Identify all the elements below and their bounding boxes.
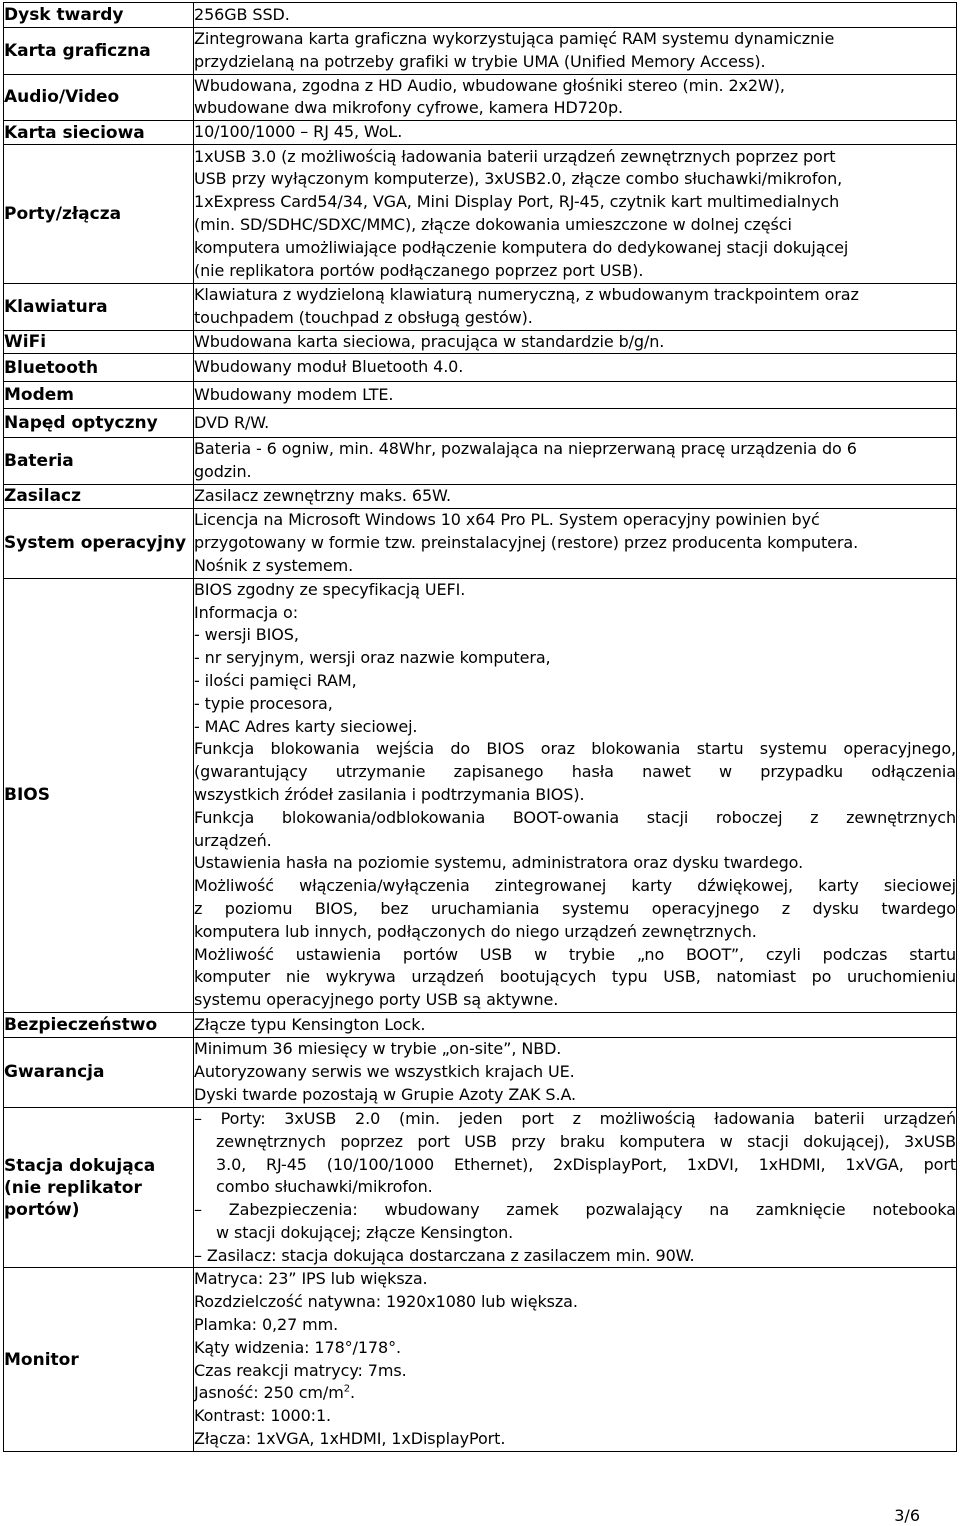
brightness-superscript: 2 — [343, 1384, 350, 1396]
spec-value-line: Wbudowany modem LTE. — [194, 384, 394, 404]
spec-label: Bezpieczeństwo — [4, 1012, 194, 1037]
spec-value-line: Rozdzielczość natywna: 1920x1080 lub większa. — [194, 1292, 578, 1312]
spec-value-line: komputer nie wykrywa urządzeń bootujących typu USB, natomiast po uruchomieniu — [194, 967, 956, 987]
spec-label: Modem — [4, 382, 194, 409]
spec-value-line: Dyski twarde pozostają w Grupie Azoty ZAK S.A. — [194, 1084, 577, 1104]
dock-list-line: – Zabezpieczenia: wbudowany zamek pozwalający na zamknięcie notebooka — [194, 1200, 956, 1220]
spec-value-line: (min. SD/SDHC/SDXC/MMC), złącze dokowania umieszczone w dolnej części — [194, 214, 792, 234]
spec-label: BIOS — [4, 578, 194, 1012]
spec-value-line: Czas reakcji matrycy: 7ms. — [194, 1360, 407, 1380]
spec-value — [194, 1107, 957, 1268]
spec-label: Zasilacz — [4, 484, 194, 508]
spec-value-line: Ustawienia hasła na poziomie systemu, administratora oraz dysku twardego. — [194, 853, 804, 873]
spec-label: Monitor — [4, 1268, 194, 1451]
spec-label: Bateria — [4, 438, 194, 485]
spec-row — [4, 1107, 957, 1268]
dock-list-item — [194, 1245, 956, 1268]
spec-value-line: - MAC Adres karty sieciowej. — [194, 716, 418, 736]
spec-value-line: urządzeń. — [194, 830, 272, 850]
spec-value-line: przygotowany w formie tzw. preinstalacyjnej (restore) przez producenta komputera. — [194, 532, 859, 552]
spec-value-line: Informacja o: — [194, 602, 298, 622]
spec-row — [4, 3, 957, 28]
spec-row — [4, 283, 957, 330]
spec-row — [4, 28, 957, 75]
spec-value-line: - wersji BIOS, — [194, 625, 299, 645]
spec-value — [194, 121, 957, 145]
spec-value-line: Wbudowana karta sieciowa, pracująca w standardzie b/g/n. — [194, 331, 665, 351]
spec-value-line: wbudowane dwa mikrofony cyfrowe, kamera HD720p. — [194, 98, 623, 118]
spec-value-line: Kąty widzenia: 178°/178°. — [194, 1337, 401, 1357]
spec-value-line: touchpadem (touchpad z obsługą gestów). — [194, 307, 533, 327]
dock-list-line: w stacji dokującej; złącze Kensington. — [216, 1222, 514, 1242]
spec-row — [4, 508, 957, 578]
page-number: 3/6 — [894, 1506, 920, 1525]
spec-value — [194, 1037, 957, 1107]
spec-row — [4, 382, 957, 409]
spec-value-line: 10/100/1000 – RJ 45, WoL. — [194, 122, 403, 142]
spec-value-line: z poziomu BIOS, bez uruchamiania systemu operacyjnego z dysku twardego — [194, 898, 956, 918]
spec-value-line: Zintegrowana karta graficzna wykorzystująca pamięć RAM systemu dynamicznie — [194, 29, 835, 48]
spec-value-line: komputera lub innych, podłączonych do niego urządzeń zewnętrznych. — [194, 921, 757, 941]
spec-value-line: systemu operacyjnego porty USB są aktywne. — [194, 990, 559, 1010]
spec-value-line: - nr seryjnym, wersji oraz nazwie komputera, — [194, 648, 551, 668]
spec-value-line: Funkcja blokowania wejścia do BIOS oraz blokowania startu systemu operacyjnego, — [194, 739, 956, 759]
spec-value — [194, 438, 957, 485]
spec-row — [4, 121, 957, 145]
dock-list-line: zewnętrznych poprzez port USB przy braku komputera w stacji dokującej), 3xUSB — [216, 1131, 956, 1151]
spec-value-line — [194, 1382, 956, 1405]
spec-value-line: USB przy wyłączonym komputerze), 3xUSB2.0, złącze combo słuchawki/mikrofon, — [194, 169, 843, 189]
spec-value-line: przydzielaną na potrzeby grafiki w trybie UMA (Unified Memory Access). — [194, 51, 766, 71]
spec-value-line: Możliwość włączenia/wyłączenia zintegrowanej karty dźwiękowej, karty sieciowej — [194, 876, 956, 896]
spec-value-line: Klawiatura z wydzieloną klawiaturą numeryczną, z wbudowanym trackpointem oraz — [194, 284, 859, 304]
spec-value-line: (gwarantujący utrzymanie zapisanego hasła nawet w przypadku odłączenia — [194, 762, 956, 782]
spec-value-line: komputera umożliwiające podłączenie komputera do dedykowanej stacji dokującej — [194, 237, 849, 257]
spec-label: Dysk twardy — [4, 3, 194, 28]
spec-value — [194, 484, 957, 508]
spec-label: Napęd optyczny — [4, 409, 194, 438]
spec-value-line: wszystkich źródeł zasilania i podtrzymania BIOS). — [194, 784, 585, 804]
spec-value — [194, 1012, 957, 1037]
spec-value-line: Złącze typu Kensington Lock. — [194, 1014, 426, 1034]
spec-value-line: Wbudowana, zgodna z HD Audio, wbudowane głośniki stereo (min. 2x2W), — [194, 75, 785, 95]
spec-value-line: Nośnik z systemem. — [194, 555, 354, 575]
spec-value-line: - typie procesora, — [194, 693, 333, 713]
spec-value — [194, 354, 957, 382]
spec-value-line: Możliwość ustawienia portów USB w trybie „no BOOT”, czyli podczas startu — [194, 944, 956, 964]
spec-value-line: Funkcja blokowania/odblokowania BOOT-owania stacji roboczej z zewnętrznych — [194, 807, 956, 827]
spec-value-line: BIOS zgodny ze specyfikacją UEFI. — [194, 579, 466, 599]
spec-value — [194, 409, 957, 438]
spec-value — [194, 144, 957, 283]
spec-label: Karta graficzna — [4, 28, 194, 75]
spec-value — [194, 74, 957, 121]
spec-value-line: Zasilacz zewnętrzny maks. 65W. — [194, 485, 451, 505]
spec-value — [194, 28, 957, 75]
spec-value-line: Autoryzowany serwis we wszystkich krajach UE. — [194, 1062, 575, 1081]
spec-value — [194, 578, 957, 1012]
dock-list-line: combo słuchawki/mikrofon. — [216, 1177, 433, 1197]
spec-label: Porty/złącza — [4, 144, 194, 283]
spec-row — [4, 144, 957, 283]
spec-value — [194, 1268, 957, 1451]
spec-value-line: godzin. — [194, 462, 252, 482]
spec-row — [4, 330, 957, 354]
brightness-text: Jasność: 250 cm/m — [194, 1383, 344, 1403]
spec-value — [194, 3, 957, 28]
spec-label: Audio/Video — [4, 74, 194, 121]
spec-label: Gwarancja — [4, 1037, 194, 1107]
spec-row — [4, 1037, 957, 1107]
spec-row — [4, 74, 957, 121]
spec-value-line: Złącza: 1xVGA, 1xHDMI, 1xDisplayPort. — [194, 1429, 506, 1449]
specification-table — [3, 2, 957, 1452]
spec-value-line: Wbudowany moduł Bluetooth 4.0. — [194, 357, 464, 377]
spec-value-line: DVD R/W. — [194, 412, 270, 432]
spec-value-line: Minimum 36 miesięcy w trybie „on-site”, NBD. — [194, 1039, 562, 1059]
spec-row — [4, 354, 957, 382]
spec-row — [4, 578, 957, 1012]
spec-row — [4, 484, 957, 508]
spec-row — [4, 1268, 957, 1451]
spec-value — [194, 382, 957, 409]
spec-label: System operacyjny — [4, 508, 194, 578]
spec-value-line: 1xExpress Card54/34, VGA, Mini Display Port, RJ-45, czytnik kart multimedialnych — [194, 192, 840, 212]
spec-value-line: Plamka: 0,27 mm. — [194, 1315, 339, 1335]
spec-label: WiFi — [4, 330, 194, 354]
spec-value-line: 1xUSB 3.0 (z możliwością ładowania baterii urządzeń zewnętrznych poprzez port — [194, 146, 836, 166]
spec-label: Karta sieciowa — [4, 121, 194, 145]
spec-row — [4, 1012, 957, 1037]
dock-list-line: 3.0, RJ-45 (10/100/1000 Ethernet), 2xDisplayPort, 1xDVI, 1xHDMI, 1xVGA, port — [216, 1154, 956, 1174]
spec-label: Stacja dokująca (nie replikator portów) — [4, 1107, 194, 1268]
spec-value-line: 256GB SSD. — [194, 4, 290, 24]
spec-value — [194, 508, 957, 578]
spec-row — [4, 438, 957, 485]
spec-value — [194, 283, 957, 330]
spec-row — [4, 409, 957, 438]
dock-list-item — [194, 1108, 956, 1199]
spec-value-line: Licencja na Microsoft Windows 10 x64 Pro PL. System operacyjny powinien być — [194, 510, 820, 530]
spec-value-line: Bateria - 6 ogniw, min. 48Whr, pozwalająca na nieprzerwaną pracę urządzenia do 6 — [194, 439, 857, 459]
brightness-period: . — [349, 1383, 355, 1403]
spec-value-line: (nie replikatora portów podłączanego poprzez port USB). — [194, 260, 644, 280]
spec-value-line: Kontrast: 1000:1. — [194, 1406, 332, 1426]
spec-value-line: Matryca: 23” IPS lub większa. — [194, 1269, 428, 1289]
spec-value — [194, 330, 957, 354]
dock-list-item — [194, 1199, 956, 1245]
spec-label: Bluetooth — [4, 354, 194, 382]
dock-list-line: – Zasilacz: stacja dokująca dostarczana z zasilaczem min. 90W. — [194, 1245, 695, 1265]
dock-list-line: – Porty: 3xUSB 2.0 (min. jeden port z możliwością ładowania baterii urządzeń — [194, 1108, 956, 1128]
specification-table-body — [4, 3, 957, 1452]
spec-value-line: - ilości pamięci RAM, — [194, 670, 357, 690]
spec-label: Klawiatura — [4, 283, 194, 330]
